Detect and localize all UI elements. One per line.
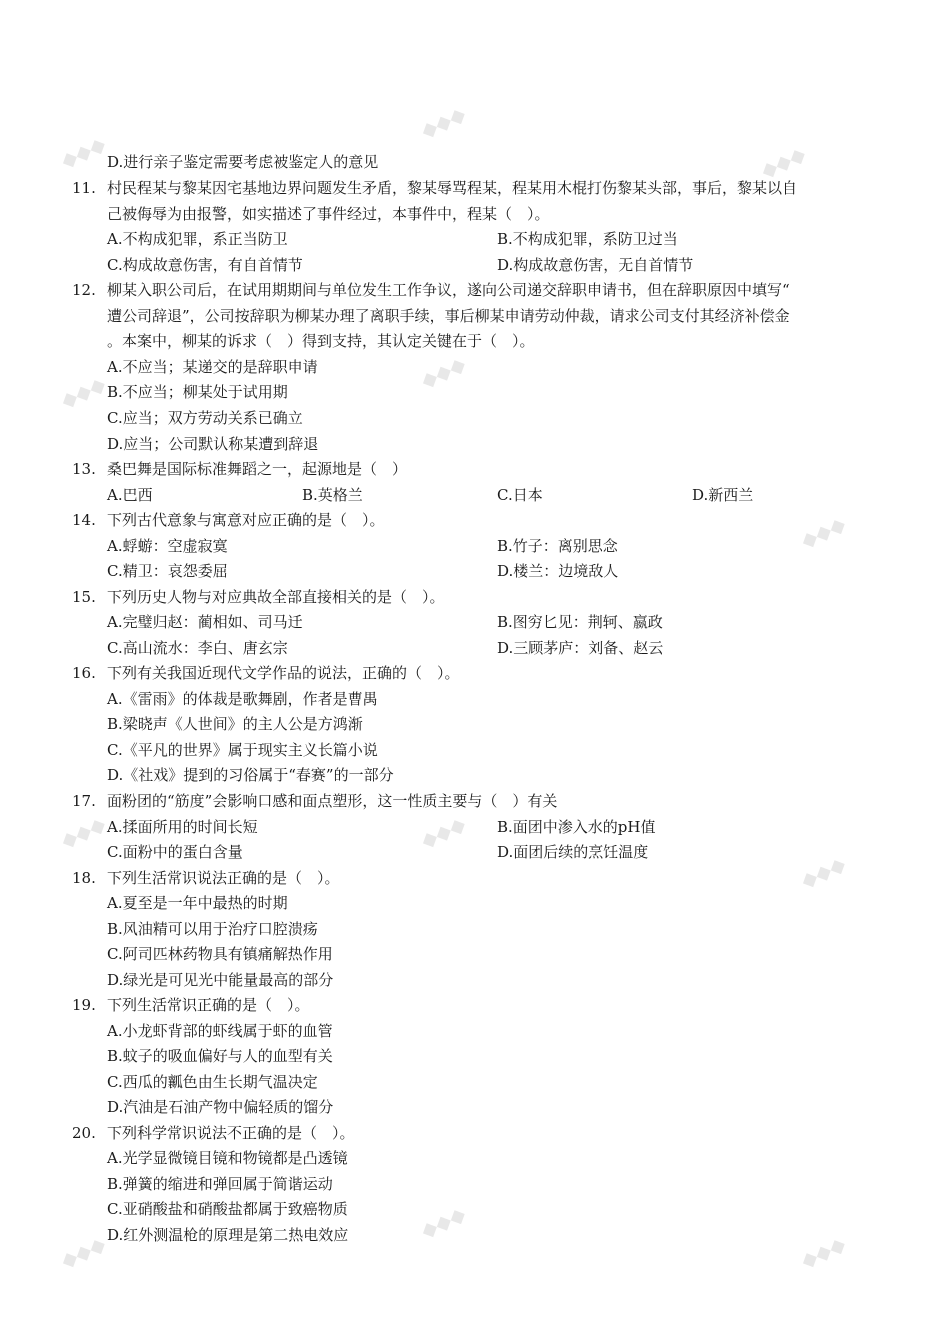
- watermark: ◆◆◆: [57, 371, 110, 413]
- question-19-option-d: D.汽油是石油产物中偏轻质的馏分: [107, 1098, 334, 1116]
- question-11-stem: 村民程某与黎某因宅基地边界问题发生矛盾，黎某辱骂程某，程某用木棍打伤黎某头部，事后，黎某以自: [107, 179, 798, 197]
- question-16-option-a: A.《雷雨》的体裁是歌舞剧，作者是曹禺: [107, 690, 378, 708]
- question-12-option-c: C.应当；双方劳动关系已确立: [107, 409, 303, 427]
- question-17-option-a: A.揉面所用的时间长短: [107, 818, 258, 836]
- watermark: ◆◆◆: [57, 811, 110, 853]
- question-20-option-b: B.弹簧的缩进和弹回属于简谐运动: [107, 1175, 333, 1193]
- watermark: ◆◆◆: [57, 131, 110, 173]
- watermark: ◆◆◆: [417, 351, 470, 393]
- watermark: ◆◆◆: [797, 511, 850, 553]
- watermark: ◆◆◆: [757, 141, 810, 183]
- question-14-number: 14.: [72, 511, 96, 529]
- question-18-number: 18.: [72, 869, 96, 887]
- question-18-option-d: D.绿光是可见光中能量最高的部分: [107, 971, 334, 989]
- question-19-option-a: A.小龙虾背部的虾线属于虾的血管: [107, 1022, 333, 1040]
- question-14-stem: 下列古代意象与寓意对应正确的是（ ）。: [107, 511, 385, 529]
- question-11-option-a: A.不构成犯罪，系正当防卫: [107, 230, 288, 248]
- prev-question-option-d: D.进行亲子鉴定需要考虑被鉴定人的意见: [107, 153, 379, 171]
- question-13-option-b: B.英格兰: [302, 486, 363, 504]
- watermark: ◆◆◆: [57, 1231, 110, 1273]
- question-18-option-a: A.夏至是一年中最热的时期: [107, 894, 288, 912]
- question-11-option-c: C.构成故意伤害，有自首情节: [107, 256, 303, 274]
- question-20-number: 20.: [72, 1124, 96, 1142]
- question-16-option-c: C.《平凡的世界》属于现实主义长篇小说: [107, 741, 378, 759]
- question-19-option-b: B.蚊子的吸血偏好与人的血型有关: [107, 1047, 333, 1065]
- question-11-option-d: D.构成故意伤害，无自首情节: [497, 256, 694, 274]
- question-13-option-c: C.日本: [497, 486, 543, 504]
- question-12-number: 12.: [72, 281, 96, 299]
- question-20-option-a: A.光学显微镜目镜和物镜都是凸透镜: [107, 1149, 348, 1167]
- question-17-number: 17.: [72, 792, 96, 810]
- question-12-stem: 。本案中，柳某的诉求（ ）得到支持，其认定关键在于（ ）。: [107, 332, 535, 350]
- question-17-stem: 面粉团的“筋度”会影响口感和面点塑形，这一性质主要与（ ）有关: [107, 792, 558, 810]
- question-16-number: 16.: [72, 664, 96, 682]
- question-15-option-c: C.高山流水：李白、唐玄宗: [107, 639, 288, 657]
- question-15-option-d: D.三顾茅庐：刘备、赵云: [497, 639, 664, 657]
- question-18-option-b: B.风油精可以用于治疗口腔溃疡: [107, 920, 318, 938]
- question-12-stem: 柳某入职公司后，在试用期期间与单位发生工作争议，遂向公司递交辞职申请书，但在辞职原因中填写“: [107, 281, 790, 299]
- question-12-stem: 遭公司辞退”，公司按辞职为柳某办理了离职手续，事后柳某申请劳动仲裁，请求公司支付其经济补偿金: [107, 307, 790, 325]
- question-17-option-b: B.面团中渗入水的pH值: [497, 818, 656, 836]
- question-19-option-c: C.西瓜的瓤色由生长期气温决定: [107, 1073, 318, 1091]
- question-14-option-c: C.精卫：哀怨委屈: [107, 562, 228, 580]
- question-11-stem: 己被侮辱为由报警，如实描述了事件经过，本事件中，程某（ ）。: [107, 205, 550, 223]
- question-13-stem: 桑巴舞是国际标准舞蹈之一，起源地是（ ）: [107, 460, 408, 478]
- question-20-stem: 下列科学常识说法不正确的是（ ）。: [107, 1124, 355, 1142]
- question-15-option-a: A.完璧归赵：蔺相如、司马迁: [107, 613, 303, 631]
- question-15-stem: 下列历史人物与对应典故全部直接相关的是（ ）。: [107, 588, 445, 606]
- question-15-option-b: B.图穷匕见：荆轲、嬴政: [497, 613, 663, 631]
- question-18-option-c: C.阿司匹林药物具有镇痛解热作用: [107, 945, 333, 963]
- watermark: ◆◆◆: [417, 811, 470, 853]
- question-19-number: 19.: [72, 996, 96, 1014]
- question-14-option-b: B.竹子：离别思念: [497, 537, 618, 555]
- question-18-stem: 下列生活常识说法正确的是（ ）。: [107, 869, 340, 887]
- question-13-option-d: D.新西兰: [692, 486, 754, 504]
- question-19-stem: 下列生活常识正确的是（ ）。: [107, 996, 310, 1014]
- question-11-number: 11.: [72, 179, 96, 197]
- question-16-option-b: B.梁晓声《人世间》的主人公是方鸿渐: [107, 715, 363, 733]
- question-20-option-c: C.亚硝酸盐和硝酸盐都属于致癌物质: [107, 1200, 348, 1218]
- question-20-option-d: D.红外测温枪的原理是第二热电效应: [107, 1226, 349, 1244]
- question-15-number: 15.: [72, 588, 96, 606]
- question-17-option-c: C.面粉中的蛋白含量: [107, 843, 243, 861]
- question-14-option-a: A.蜉蝣：空虚寂寞: [107, 537, 228, 555]
- watermark: ◆◆◆: [797, 851, 850, 893]
- question-12-option-d: D.应当；公司默认称某遭到辞退: [107, 435, 319, 453]
- question-13-option-a: A.巴西: [107, 486, 153, 504]
- question-13-number: 13.: [72, 460, 96, 478]
- watermark: ◆◆◆: [417, 101, 470, 143]
- question-12-option-a: A.不应当；某递交的是辞职申请: [107, 358, 318, 376]
- question-11-option-b: B.不构成犯罪，系防卫过当: [497, 230, 678, 248]
- question-14-option-d: D.楼兰：边境敌人: [497, 562, 619, 580]
- question-16-stem: 下列有关我国近现代文学作品的说法，正确的（ ）。: [107, 664, 460, 682]
- watermark: ◆◆◆: [797, 1231, 850, 1273]
- question-12-option-b: B.不应当；柳某处于试用期: [107, 383, 288, 401]
- question-16-option-d: D.《社戏》提到的习俗属于“春赛”的一部分: [107, 766, 394, 784]
- watermark: ◆◆◆: [417, 1201, 470, 1243]
- question-17-option-d: D.面团后续的烹饪温度: [497, 843, 649, 861]
